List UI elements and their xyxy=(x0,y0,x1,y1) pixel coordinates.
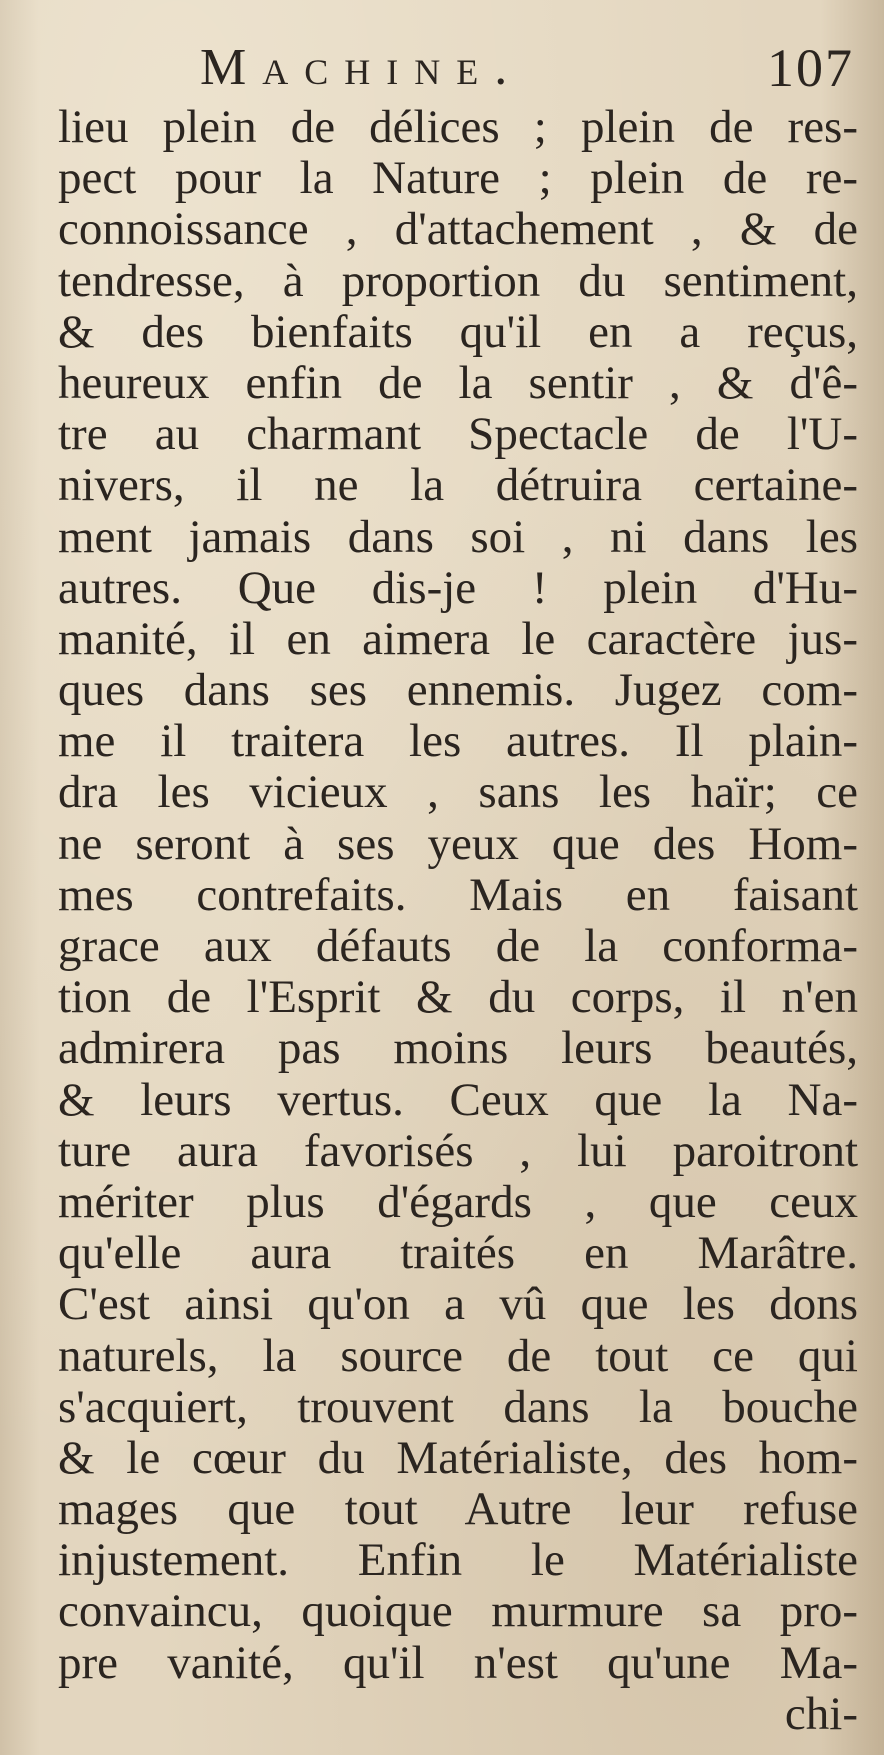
text-line: ne seront à ses yeux que des Hom- xyxy=(58,817,858,870)
text-line: ture aura favorisés , lui paroitront xyxy=(58,1124,858,1177)
text-line: admirera pas moins leurs beautés, xyxy=(58,1022,858,1075)
text-line: mages que tout Autre leur refuse xyxy=(58,1483,858,1536)
text-line: s'acquiert, trouvent dans la bouche xyxy=(58,1380,858,1433)
text-line: mériter plus d'égards , que ceux xyxy=(58,1175,858,1228)
text-line: pre vanité, qu'il n'est qu'une Ma- xyxy=(58,1636,858,1689)
page-number: 107 xyxy=(767,38,854,98)
text-line: & le cœur du Matérialiste, des hom- xyxy=(58,1431,858,1484)
text-line: injustement. Enfin le Matérialiste xyxy=(58,1534,858,1587)
text-line: grace aux défauts de la conforma- xyxy=(58,920,858,972)
text-line: mes contrefaits. Mais en faisant xyxy=(58,868,858,921)
text-line: connoissance , d'attachement , & de xyxy=(58,203,858,256)
catchword: chi- xyxy=(784,1687,858,1740)
running-title: Machine. xyxy=(200,39,524,96)
text-line: & des bienfaits qu'il en a reçus, xyxy=(58,305,858,358)
text-line: naturels, la source de tout ce qui xyxy=(58,1329,858,1382)
text-line: tion de l'Esprit & du corps, il n'en xyxy=(58,971,858,1024)
body-text xyxy=(58,102,858,1740)
text-line: me il traitera les autres. Il plain- xyxy=(58,715,858,768)
text-line: heureux enfin de la sentir , & d'ê- xyxy=(58,356,858,409)
text-line: lieu plein de délices ; plein de res- xyxy=(58,101,858,153)
text-line: convaincu, quoique murmure sa pro- xyxy=(58,1585,858,1638)
text-line: pect pour la Nature ; plein de re- xyxy=(58,152,858,205)
text-line: autres. Que dis-je ! plein d'Hu- xyxy=(58,561,858,614)
text-line: qu'elle aura traités en Marâtre. xyxy=(58,1227,858,1280)
running-head xyxy=(200,38,860,98)
text-line: tendresse, à proportion du sentiment, xyxy=(58,254,858,307)
text-line: ment jamais dans soi , ni dans les xyxy=(58,510,858,563)
text-line: tre au charmant Spectacle de l'U- xyxy=(58,408,858,461)
text-line: & leurs vertus. Ceux que la Na- xyxy=(58,1073,858,1126)
text-line: C'est ainsi qu'on a vû que les dons xyxy=(58,1278,858,1331)
text-line: nivers, il ne la détruira certaine- xyxy=(58,459,858,512)
text-line: ques dans ses ennemis. Jugez com- xyxy=(58,664,858,717)
text-line: dra les vicieux , sans les haïr; ce xyxy=(58,766,858,819)
text-line: manité, il en aimera le caractère jus- xyxy=(58,612,858,665)
